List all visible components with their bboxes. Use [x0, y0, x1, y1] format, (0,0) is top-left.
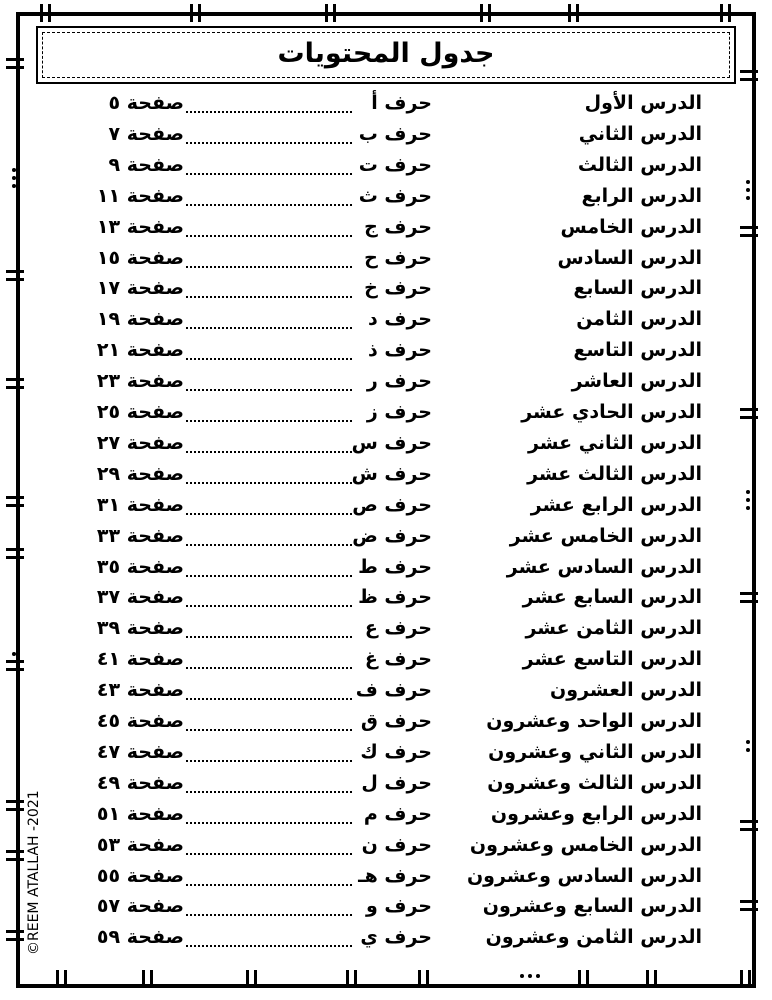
lesson-title: الدرس السادس: [557, 246, 702, 269]
letter-label: حرف ع: [364, 617, 432, 640]
page-number: صفحة ١٧: [96, 277, 184, 300]
toc-row: [0, 741, 772, 771]
border-tick: [333, 4, 336, 22]
page-number: صفحة ٩: [108, 153, 184, 176]
toc-row: [0, 648, 772, 678]
border-tick: [325, 4, 328, 22]
page-number: صفحة ٢٩: [96, 462, 184, 485]
dotted-leader: [186, 727, 352, 731]
letter-label: حرف ث: [358, 184, 432, 207]
border-tick: [740, 70, 758, 73]
lesson-title: الدرس الثامن: [576, 308, 702, 331]
letter-label: حرف غ: [364, 648, 432, 671]
toc-row: [0, 308, 772, 338]
toc-row: [0, 895, 772, 925]
letter-label: حرف ط: [358, 555, 432, 578]
border-tick: [64, 970, 67, 988]
lesson-title: الدرس السادس عشر: [506, 555, 702, 578]
border-tick: [646, 970, 649, 988]
toc-row: [0, 679, 772, 709]
dotted-leader: [186, 449, 352, 453]
toc-row: [0, 834, 772, 864]
border-tick: [488, 4, 491, 22]
letter-label: حرف ذ: [368, 339, 432, 362]
border-dot: [132, 12, 136, 16]
letter-label: حرف أ: [371, 92, 432, 114]
page-number: صفحة ١١: [96, 184, 184, 207]
dotted-leader: [186, 758, 352, 762]
lesson-title: الدرس الثاني عشر: [527, 431, 702, 454]
lesson-title: الدرس الرابع: [581, 184, 702, 207]
letter-label: حرف ب: [358, 122, 432, 145]
letter-label: حرف ظ: [358, 586, 432, 609]
page-number: صفحة ٤٧: [96, 740, 184, 763]
title-box: [36, 26, 736, 84]
letter-label: حرف ي: [360, 926, 432, 949]
letter-label: حرف ج: [364, 215, 432, 238]
toc-row: [0, 926, 772, 956]
page-number: صفحة ٣٥: [96, 555, 184, 578]
toc-row: [0, 710, 772, 740]
border-tick: [190, 4, 193, 22]
letter-label: حرف ت: [358, 153, 432, 176]
toc-row: [0, 432, 772, 462]
dotted-leader: [186, 943, 352, 947]
lesson-title: الدرس الخامس وعشرون: [469, 833, 702, 856]
lesson-title: الدرس الحادي عشر: [521, 401, 702, 423]
border-dot: [520, 974, 524, 978]
page-number: صفحة ٤١: [96, 648, 184, 671]
border-tick: [748, 970, 751, 988]
lesson-title: الدرس الأول: [584, 92, 702, 114]
lesson-title: الدرس السادس وعشرون: [466, 864, 702, 887]
lesson-title: الدرس الرابع وعشرون: [490, 802, 702, 825]
dotted-leader: [186, 325, 352, 329]
dotted-leader: [186, 140, 352, 144]
lesson-title: الدرس العاشر: [571, 370, 702, 393]
border-tick: [426, 970, 429, 988]
copyright-text: ©REEM ATALLAH -2021: [26, 790, 42, 955]
border-tick: [48, 4, 51, 22]
lesson-title: الدرس الرابع عشر: [530, 493, 702, 516]
toc-row: [0, 586, 772, 616]
letter-label: حرف ن: [361, 833, 432, 856]
page-number: صفحة ٥٣: [96, 833, 184, 856]
lesson-title: الدرس الثاني: [578, 122, 702, 145]
border-tick: [480, 4, 483, 22]
toc-row: [0, 617, 772, 647]
page-number: صفحة ٣٣: [96, 524, 184, 547]
dotted-leader: [186, 418, 352, 422]
letter-label: حرف ف: [355, 679, 432, 702]
toc-row: [0, 185, 772, 215]
border-dot: [152, 12, 156, 16]
dotted-leader: [186, 882, 352, 886]
border-tick: [728, 4, 731, 22]
dotted-leader: [186, 511, 352, 515]
dotted-leader: [186, 696, 352, 700]
lesson-title: الدرس الثامن وعشرون: [485, 926, 702, 949]
dotted-leader: [186, 573, 352, 577]
border-tick: [740, 78, 758, 81]
dotted-leader: [186, 387, 352, 391]
dotted-leader: [186, 634, 352, 638]
dotted-leader: [186, 356, 352, 360]
lesson-title: الدرس الخامس: [560, 215, 702, 238]
letter-label: حرف هـ: [358, 864, 432, 887]
toc-row: [0, 803, 772, 833]
lesson-title: الدرس الخامس عشر: [509, 524, 702, 547]
page-number: صفحة ٣٧: [96, 586, 184, 609]
letter-label: حرف ض: [352, 524, 432, 547]
border-dot: [92, 12, 96, 16]
border-tick: [740, 970, 743, 988]
page-title: جدول المحتويات: [277, 38, 495, 69]
page-number: صفحة ٤٩: [96, 771, 184, 794]
border-tick: [354, 970, 357, 988]
letter-label: حرف ز: [366, 401, 432, 423]
border-tick: [198, 4, 201, 22]
border-dot: [536, 974, 540, 978]
toc-row: [0, 339, 772, 369]
toc-row: [0, 123, 772, 153]
dotted-leader: [186, 912, 352, 916]
page-number: صفحة ٤٥: [96, 710, 184, 732]
page-number: صفحة ٢١: [96, 339, 184, 362]
lesson-title: الدرس السابع عشر: [522, 586, 702, 609]
toc-row: [0, 216, 772, 246]
toc-row: [0, 277, 772, 307]
border-tick: [56, 970, 59, 988]
page-number: صفحة ٢٥: [96, 401, 184, 423]
dotted-leader: [186, 202, 352, 206]
page-number: صفحة ٤٣: [96, 679, 184, 702]
toc-row: [0, 494, 772, 524]
toc-row: [0, 401, 772, 431]
letter-label: حرف ر: [366, 370, 432, 393]
letter-label: حرف س: [351, 431, 432, 454]
border-tick: [6, 58, 24, 61]
lesson-title: الدرس الثالث عشر: [527, 462, 702, 485]
border-tick: [142, 970, 145, 988]
border-tick: [346, 970, 349, 988]
page-number: صفحة ٢٣: [96, 370, 184, 393]
border-tick: [720, 4, 723, 22]
lesson-title: الدرس السابع: [573, 277, 702, 300]
dotted-leader: [186, 480, 352, 484]
dotted-leader: [186, 665, 352, 669]
border-tick: [586, 970, 589, 988]
page-number: صفحة ٧: [108, 122, 184, 145]
toc-row: [0, 865, 772, 895]
toc-row: [0, 463, 772, 493]
lesson-title: الدرس الثاني وعشرون: [488, 740, 702, 763]
border-tick: [246, 970, 249, 988]
dotted-leader: [186, 603, 352, 607]
page-number: صفحة ٥٩: [96, 926, 184, 949]
dotted-leader: [186, 264, 352, 268]
dotted-leader: [186, 294, 352, 298]
toc-row: [0, 772, 772, 802]
dotted-leader: [186, 542, 352, 546]
letter-label: حرف د: [368, 308, 432, 331]
letter-label: حرف ش: [351, 462, 432, 485]
letter-label: حرف و: [365, 895, 432, 918]
page-number: صفحة ٥٥: [96, 864, 184, 887]
border-tick: [254, 970, 257, 988]
lesson-title: الدرس الثامن عشر: [525, 617, 702, 640]
page-number: صفحة ١٥: [96, 246, 184, 269]
dotted-leader: [186, 789, 352, 793]
letter-label: حرف ح: [364, 246, 432, 269]
border-tick: [576, 4, 579, 22]
page-number: صفحة ٣٩: [96, 617, 184, 640]
dotted-leader: [186, 851, 352, 855]
page-number: صفحة ٥١: [96, 802, 184, 825]
lesson-title: الدرس الثالث: [577, 153, 702, 176]
border-dot: [508, 12, 512, 16]
border-tick: [568, 4, 571, 22]
page-number: صفحة ١٣: [96, 215, 184, 238]
letter-label: حرف ل: [361, 771, 432, 794]
lesson-title: الدرس الثالث وعشرون: [487, 771, 702, 794]
page-number: صفحة ٣١: [96, 493, 184, 516]
letter-label: حرف ص: [352, 493, 432, 516]
page-number: صفحة ٥٧: [96, 895, 184, 918]
border-tick: [150, 970, 153, 988]
dotted-leader: [186, 233, 352, 237]
border-dot: [500, 12, 504, 16]
dotted-leader: [186, 171, 352, 175]
border-tick: [40, 4, 43, 22]
lesson-title: الدرس الواحد وعشرون: [486, 710, 702, 732]
page-number: صفحة ٥: [108, 92, 184, 114]
toc-row: [0, 556, 772, 586]
letter-label: حرف خ: [364, 277, 432, 300]
letter-label: حرف ك: [360, 740, 432, 763]
page-number: صفحة ٢٧: [96, 431, 184, 454]
lesson-title: الدرس السابع وعشرون: [482, 895, 702, 918]
page-number: صفحة ١٩: [96, 308, 184, 331]
border-tick: [6, 66, 24, 69]
dotted-leader: [186, 109, 352, 113]
lesson-title: الدرس التاسع: [573, 339, 702, 362]
border-tick: [654, 970, 657, 988]
border-tick: [578, 970, 581, 988]
lesson-title: الدرس التاسع عشر: [522, 648, 702, 671]
border-tick: [418, 970, 421, 988]
letter-label: حرف م: [363, 802, 432, 825]
toc-row: [0, 154, 772, 184]
toc-row: [0, 525, 772, 555]
border-dot: [528, 974, 532, 978]
toc-row: [0, 92, 772, 122]
lesson-title: الدرس العشرون: [550, 679, 702, 702]
toc-row: [0, 370, 772, 400]
dotted-leader: [186, 820, 352, 824]
toc-row: [0, 247, 772, 277]
letter-label: حرف ق: [360, 710, 432, 732]
